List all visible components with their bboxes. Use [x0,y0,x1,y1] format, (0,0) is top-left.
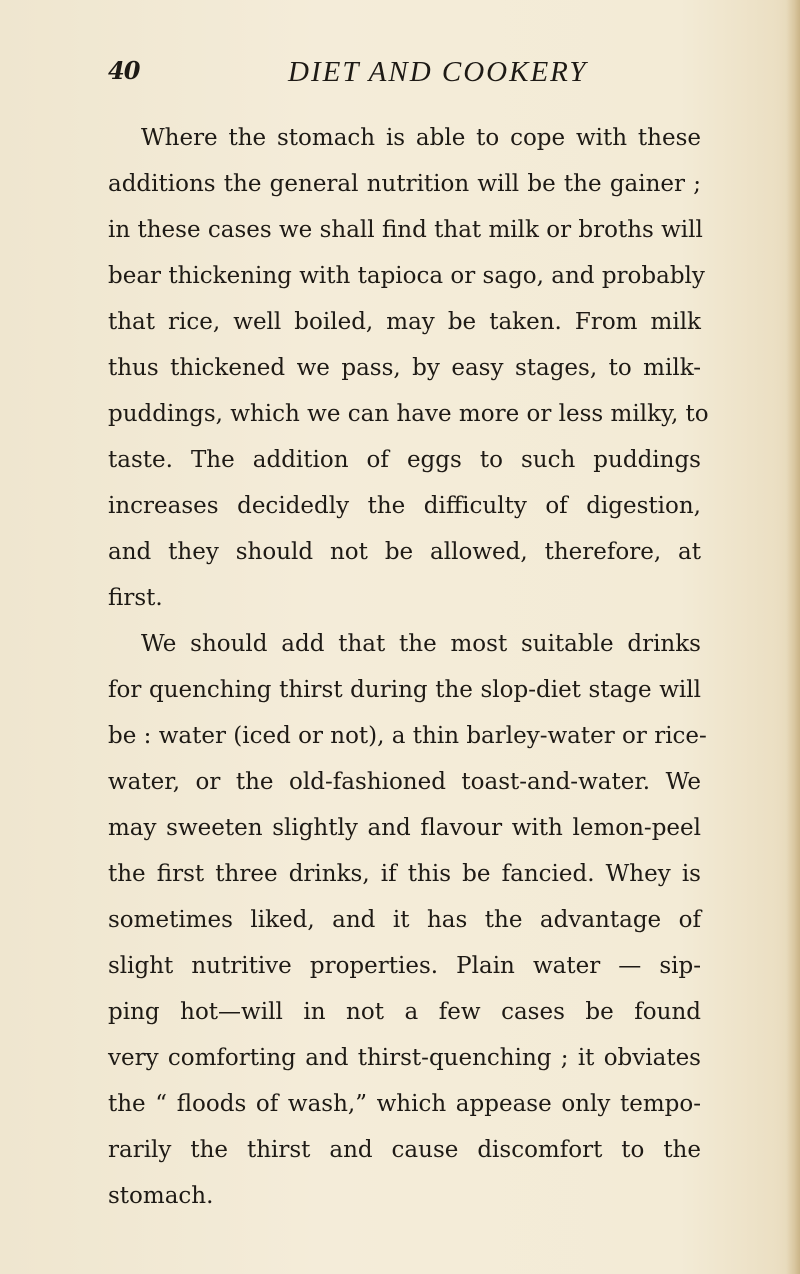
body-text [108,115,709,1219]
text-line: We should add that the most suitable drinks [141,631,701,657]
text-line: water, or the old-fashioned toast-and-water. We [108,769,701,795]
text-line: puddings, which we can have more or less milky, to [108,401,709,427]
text-line: ping hot—will in not a few cases be found [108,999,701,1025]
text-line: taste. The addition of eggs to such puddings [108,447,701,473]
page-header [108,56,708,96]
text-line: first. [108,585,163,611]
text-line: for quenching thirst during the slop-diet stage will [108,677,701,703]
text-line: in these cases we shall find that milk or broths will [108,217,703,243]
text-line: the “ floods of wash,” which appease only tempo- [108,1091,701,1117]
text-line: sometimes liked, and it has the advantage of [108,907,701,933]
text-line: that rice, well boiled, may be taken. From milk [108,309,701,335]
text-line: be : water (iced or not), a thin barley-water or rice- [108,723,707,749]
text-line: stomach. [108,1183,214,1209]
text-line: and they should not be allowed, therefore, at [108,539,701,565]
text-line: thus thickened we pass, by easy stages, to milk- [108,355,701,381]
text-line: Where the stomach is able to cope with these [141,125,701,151]
text-line: slight nutritive properties. Plain water — sip- [108,953,701,979]
text-line: the first three drinks, if this be fancied. Whey is [108,861,701,887]
text-line: rarily the thirst and cause discomfort to the [108,1137,701,1163]
page-number: 40 [108,56,140,85]
text-line: increases decidedly the difficulty of digestion, [108,493,701,519]
text-line: very comforting and thirst-quenching ; it obviates [108,1045,701,1071]
text-line: may sweeten slightly and flavour with lemon-peel [108,815,701,841]
text-line: additions the general nutrition will be the gainer ; [108,171,701,197]
running-head: DIET AND COOKERY [288,56,588,88]
text-line: bear thickening with tapioca or sago, and probably [108,263,705,289]
page-edge-shadow [786,0,800,1274]
